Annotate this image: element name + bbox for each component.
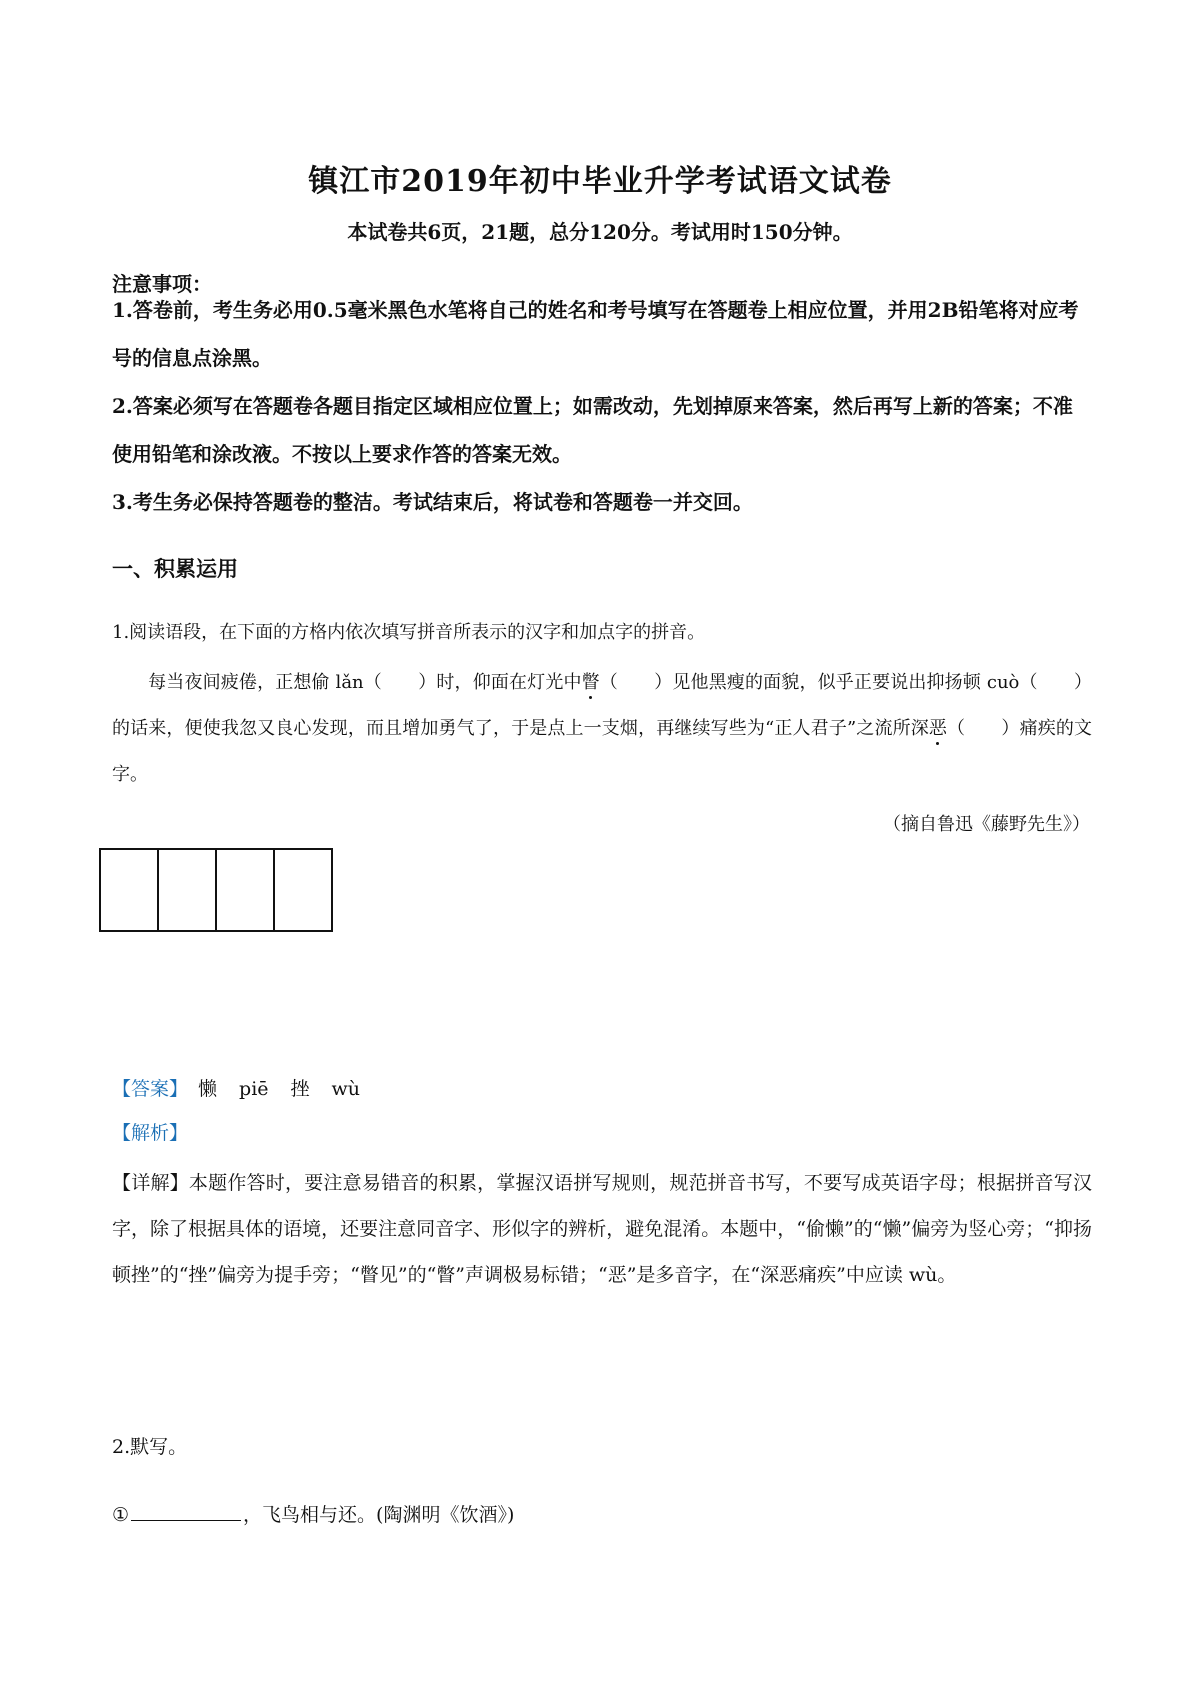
- answer-item: 挫: [290, 1078, 310, 1100]
- note-1: 1.答卷前，考生务必用0.5毫米黑色水笔将自己的姓名和考号填写在答题卷上相应位置，并用2B铅笔将对应考号的信息点涂黑。: [112, 298, 1079, 370]
- question-1-passage: [112, 660, 1092, 798]
- answer-box-4[interactable]: [273, 848, 333, 932]
- passage-part-3: （ ）痛疾的文字。: [112, 718, 1092, 785]
- item-number: ①: [112, 1504, 130, 1526]
- notes-heading: 注意事项：: [112, 272, 212, 296]
- answer-item: 懒: [198, 1078, 218, 1100]
- dotted-char-wu: 恶: [928, 718, 948, 739]
- passage-source: （摘自鲁迅《藤野先生》）: [883, 814, 1090, 835]
- analysis-detail: 【详解】本题作答时，要注意易错音的积累，掌握汉语拼写规则，规范拼音书写，不要写成英语字母；根据拼音写汉字，除了根据具体的语境，还要注意同音字、形似字的辨析，避免混淆。本题中，“偷懒”的“懒”偏旁为竖心旁；“抑扬顿挫”的“挫”偏旁为提手旁；“瞥见”的“瞥”声调极易标错；“恶”是多音字，在“深恶痛疾”中应读 wù。: [112, 1172, 1092, 1286]
- question-2-item-1: [112, 1500, 514, 1527]
- note-2: 2.答案必须写在答题卷各题目指定区域相应位置上；如需改动，先划掉原来答案，然后再写上新的答案；不准使用铅笔和涂改液。不按以上要求作答的答案无效。: [112, 394, 1073, 466]
- answer-item: wù: [331, 1078, 361, 1100]
- answer-line: [112, 1074, 360, 1101]
- answer-box-3[interactable]: [215, 848, 275, 932]
- page-title: 镇江市2019年初中毕业升学考试语文试卷: [308, 164, 892, 199]
- question-1-prompt: 1.阅读语段，在下面的方格内依次填写拼音所表示的汉字和加点字的拼音。: [112, 622, 706, 643]
- answer-box-2[interactable]: [157, 848, 217, 932]
- dotted-char-pie: 瞥: [581, 672, 600, 693]
- note-3: 3.考生务必保持答题卷的整洁。考试结束后，将试卷和答题卷一并交回。: [112, 490, 753, 514]
- answer-item: piē: [239, 1078, 269, 1100]
- fill-blank[interactable]: [131, 1500, 241, 1521]
- analysis-tag: 【解析】: [112, 1122, 189, 1144]
- question-2-prompt: 2.默写。: [112, 1436, 188, 1458]
- passage-part-2: （ ）见他黑瘦的面貌，似乎正要说出抑扬顿 cuò（ ）的话来，便使我忽又良心发现，而且增加勇气了，于是点上一支烟，再继续写些为“正人君子”之流所深: [112, 672, 1092, 739]
- answer-grid: [99, 848, 333, 932]
- answer-tag: 【答案】: [112, 1078, 189, 1100]
- item-text: ，飞鸟相与还。(陶渊明《饮酒》): [243, 1504, 515, 1526]
- exam-info: 本试卷共6页，21题，总分120分。考试用时150分钟。: [347, 220, 853, 244]
- passage-part-1: 每当夜间疲倦，正想偷 lǎn（ ）时，仰面在灯光中: [148, 672, 582, 693]
- answer-box-1[interactable]: [99, 848, 159, 932]
- section-heading: 一、积累运用: [112, 556, 238, 581]
